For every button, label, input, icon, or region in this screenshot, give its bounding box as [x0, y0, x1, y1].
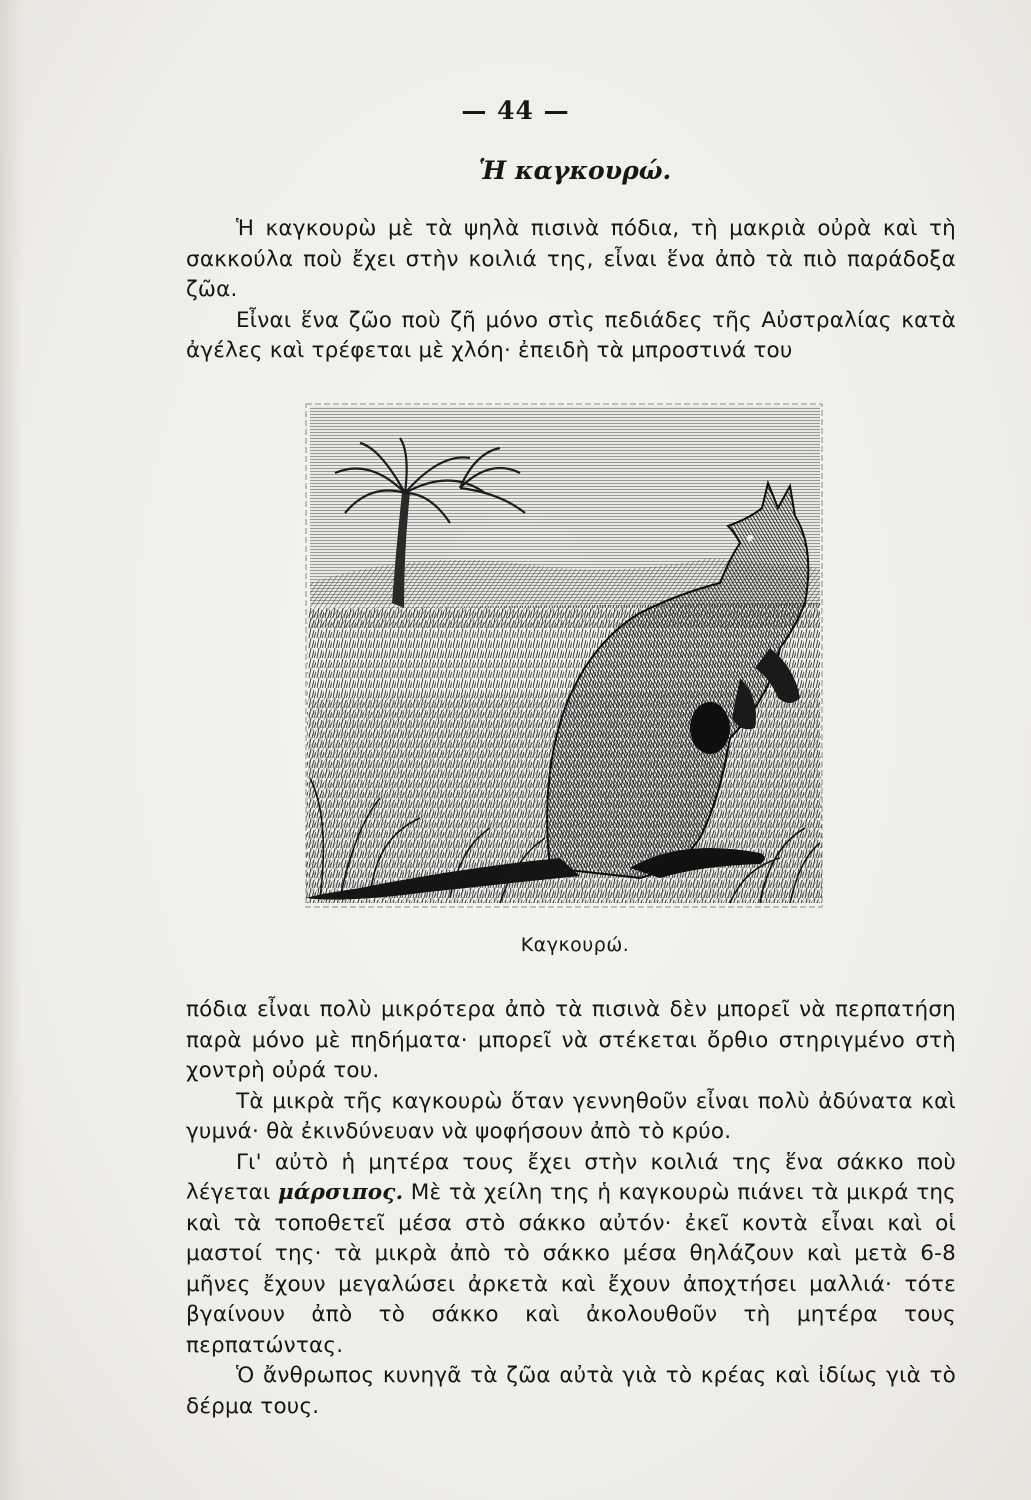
paragraph-body-2: Τὰ μικρὰ τῆς καγκουρὼ ὅταν γεννηθοῦν εἶναι πολὺ ἀδύνατα καὶ γυμνά· θὰ ἐκινδύνευαν νὰ ψοφήσουν ἀπὸ τὸ κρύο.	[186, 1088, 956, 1144]
intro-text	[186, 214, 956, 367]
page-edge-shadow	[0, 0, 22, 1500]
paragraph-body-3-start: Γι' αὐτὸ ἡ μητέρα τους ἔχει στὴν κοιλιά της ἕνα σάκκο ποὺ λέγεται	[186, 1149, 956, 1205]
figure-caption: Καγκουρώ.	[520, 934, 630, 956]
kangaroo-illustration	[300, 398, 828, 913]
body-text	[186, 995, 956, 1422]
paragraph-body-1: πόδια εἶναι πολὺ μικρότερα ἀπὸ τὰ πισινὰ δὲν μπορεῖ νὰ περπατήση παρὰ μόνο μὲ πηδήματα· μπορεῖ νὰ στέκεται ὄρθιο στηριγμένο στὴ χοντρὴ οὐρά του.	[186, 997, 956, 1083]
kangaroo-engraving-icon	[300, 398, 828, 913]
paragraph-intro-1: Ἡ καγκουρὼ μὲ τὰ ψηλὰ πισινὰ πόδια, τὴ μακριὰ οὐρὰ καὶ τὴ σακκούλα ποὺ ἔχει στὴν κοιλιά της, εἶναι ἕνα ἀπὸ τὰ πιὸ παράδοξα ζῶα.	[186, 216, 956, 302]
paragraph-body-4: Ὁ ἄνθρωπος κυνηγᾶ τὰ ζῶα αὐτὰ γιὰ τὸ κρέας καὶ ἰδίως γιὰ τὸ δέρμα τους.	[186, 1363, 956, 1419]
page-title: Ἡ καγκουρώ.	[478, 156, 672, 185]
kangaroo-eye	[747, 535, 753, 541]
paragraph-intro-2: Εἶναι ἕνα ζῶο ποὺ ζῆ μόνο στὶς πεδιάδες τῆς Αὐστραλίας κατὰ ἀγέλες καὶ τρέφεται μὲ χλόη· ἐπειδὴ τὰ μπροστινά του	[186, 307, 956, 363]
page-number: — 44 —	[461, 96, 570, 125]
term-marsupium: μάρσιπος.	[277, 1180, 404, 1205]
paragraph-body-3	[186, 1148, 956, 1362]
joey-head	[690, 702, 730, 754]
paragraph-body-3-end: Μὲ τὰ χείλη της ἡ καγκουρὼ πιάνει τὰ μικρά της καὶ τὰ τοποθετεῖ μέσα στὸ σάκκο αὐτόν· ἐκεῖ κοντὰ εἶναι καὶ οἱ μαστοί της· τὰ μικρὰ ἀπὸ τὸ σάκκο μέσα θηλάζουν καὶ μετὰ 6-8 μῆνες ἔχουν μεγαλώσει ἀρκετὰ καὶ ἔχουν ἀποχτήσει μαλλιά· τότε βγαίνουν ἀπὸ τὸ σάκκο καὶ ἀκολουθοῦν τὴ μητέρα τους περπατώντας.	[186, 1180, 956, 1358]
